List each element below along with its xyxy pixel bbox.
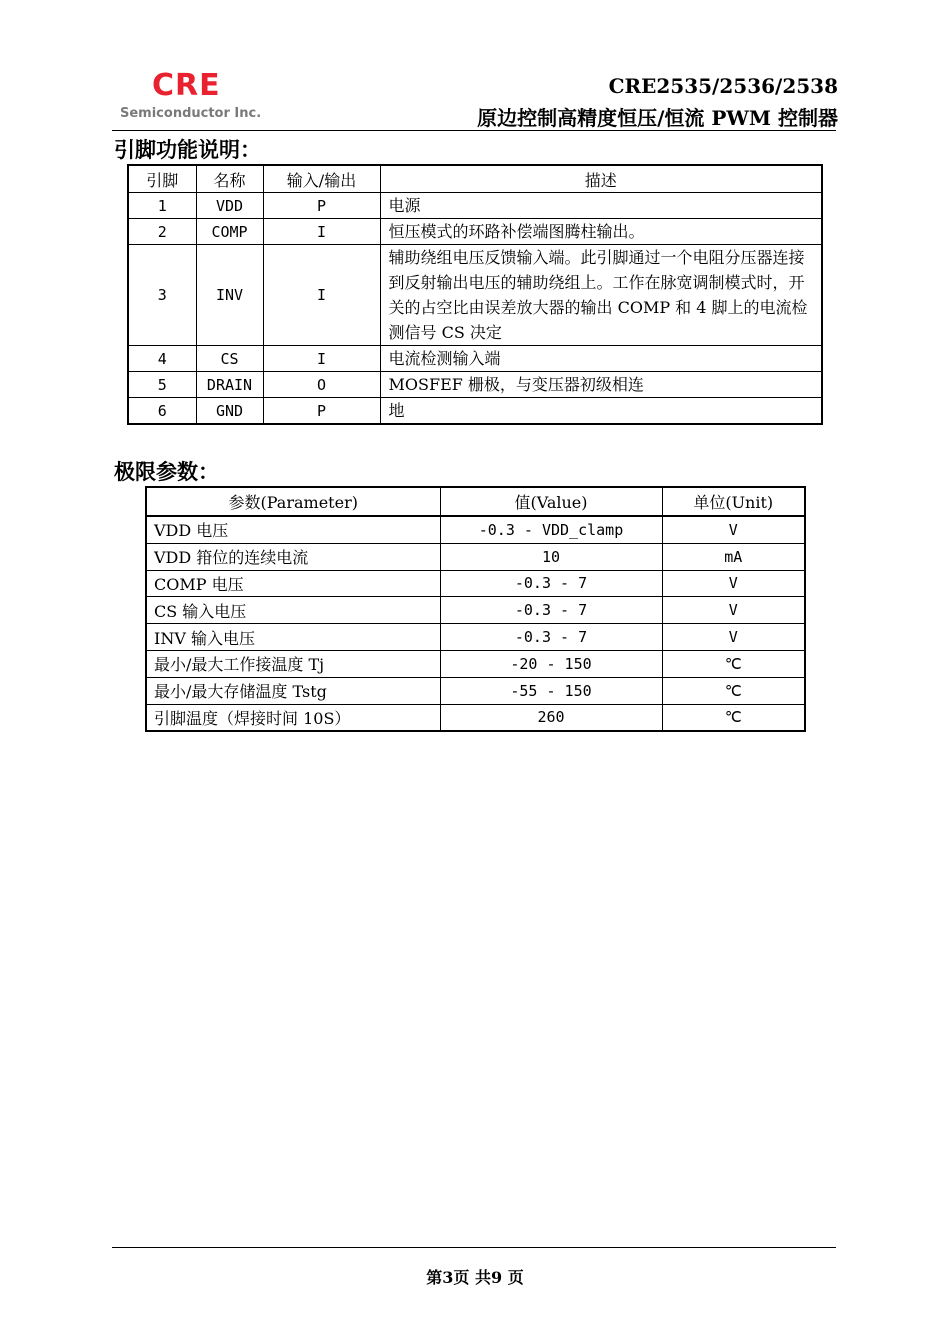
table-row xyxy=(128,398,822,425)
column-header: 名称 xyxy=(196,165,263,193)
pin-name: DRAIN xyxy=(196,372,263,398)
pin-number: 5 xyxy=(128,372,196,398)
pin-description: MOSFEF 栅极，与变压器初级相连 xyxy=(380,372,822,398)
absolute-maximum-ratings-table xyxy=(145,486,806,732)
parameter-cell: INV 输入电压 xyxy=(146,624,440,651)
pin-name: GND xyxy=(196,398,263,425)
column-header: 输入/输出 xyxy=(263,165,380,193)
table-header-row xyxy=(146,487,805,516)
pin-description: 电源 xyxy=(380,193,822,219)
pin-io: O xyxy=(263,372,380,398)
logo-subtitle: Semiconductor Inc. xyxy=(120,106,262,121)
table-row xyxy=(146,624,805,651)
pin-section-title: 引脚功能说明： xyxy=(114,137,261,162)
pin-description: 恒压模式的环路补偿端图腾柱输出。 xyxy=(380,219,822,245)
pin-number: 6 xyxy=(128,398,196,425)
table-row xyxy=(146,516,805,543)
table-row xyxy=(128,193,822,219)
value-cell: -0.3 - 7 xyxy=(440,597,662,624)
limit-section-title: 极限参数： xyxy=(114,459,219,484)
unit-cell: mA xyxy=(662,543,805,570)
value-cell: -0.3 - 7 xyxy=(440,624,662,651)
value-cell: -20 - 150 xyxy=(440,650,662,677)
table-row xyxy=(128,372,822,398)
pin-number: 3 xyxy=(128,245,196,346)
pin-description: 地 xyxy=(380,398,822,425)
pin-io: I xyxy=(263,245,380,346)
unit-cell: V xyxy=(662,516,805,543)
pin-description: 电流检测输入端 xyxy=(380,346,822,372)
pin-number: 2 xyxy=(128,219,196,245)
table-row xyxy=(146,543,805,570)
pin-io: P xyxy=(263,398,380,425)
table-row xyxy=(146,597,805,624)
value-cell: 260 xyxy=(440,704,662,731)
table-row xyxy=(146,677,805,704)
parameter-cell: COMP 电压 xyxy=(146,570,440,597)
pin-name: CS xyxy=(196,346,263,372)
parameter-cell: 引脚温度（焊接时间 10S） xyxy=(146,704,440,731)
pin-io: I xyxy=(263,219,380,245)
pin-io: P xyxy=(263,193,380,219)
pin-function-table xyxy=(127,164,823,425)
parameter-cell: VDD 电压 xyxy=(146,516,440,543)
pin-io: I xyxy=(263,346,380,372)
parameter-cell: CS 输入电压 xyxy=(146,597,440,624)
parameter-cell: 最小/最大工作接温度 Tj xyxy=(146,650,440,677)
table-row xyxy=(128,346,822,372)
pin-name: VDD xyxy=(196,193,263,219)
page-number: 第3页 共9 页 xyxy=(426,1268,524,1287)
value-cell: -55 - 150 xyxy=(440,677,662,704)
column-header: 值(Value) xyxy=(440,487,662,516)
unit-cell: V xyxy=(662,597,805,624)
document-title: 原边控制高精度恒压/恒流 PWM 控制器 xyxy=(477,106,838,130)
company-logo xyxy=(112,60,262,128)
table-header-row xyxy=(128,165,822,193)
unit-cell: V xyxy=(662,570,805,597)
document-model: CRE2535/2536/2538 xyxy=(608,74,838,98)
table-row xyxy=(146,570,805,597)
header-divider xyxy=(112,130,836,131)
table-row xyxy=(128,245,822,346)
value-cell: -0.3 - VDD_clamp xyxy=(440,516,662,543)
table-row xyxy=(146,650,805,677)
unit-cell: V xyxy=(662,624,805,651)
column-header: 描述 xyxy=(380,165,822,193)
unit-cell: ℃ xyxy=(662,704,805,731)
parameter-cell: 最小/最大存储温度 Tstg xyxy=(146,677,440,704)
pin-name: COMP xyxy=(196,219,263,245)
unit-cell: ℃ xyxy=(662,677,805,704)
pin-number: 4 xyxy=(128,346,196,372)
pin-description: 辅助绕组电压反馈输入端。此引脚通过一个电阻分压器连接到反射输出电压的辅助绕组上。工作在脉宽调制模式时，开关的占空比由误差放大器的输出 COMP 和 4 脚上的电流检测信号 CS 决定 xyxy=(380,245,822,346)
column-header: 参数(Parameter) xyxy=(146,487,440,516)
value-cell: 10 xyxy=(440,543,662,570)
parameter-cell: VDD 箝位的连续电流 xyxy=(146,543,440,570)
unit-cell: ℃ xyxy=(662,650,805,677)
table-row xyxy=(146,704,805,731)
pin-number: 1 xyxy=(128,193,196,219)
column-header: 引脚 xyxy=(128,165,196,193)
footer-divider xyxy=(112,1247,836,1248)
logo-mark: CRE xyxy=(152,68,221,103)
pin-name: INV xyxy=(196,245,263,346)
value-cell: -0.3 - 7 xyxy=(440,570,662,597)
column-header: 单位(Unit) xyxy=(662,487,805,516)
table-row xyxy=(128,219,822,245)
